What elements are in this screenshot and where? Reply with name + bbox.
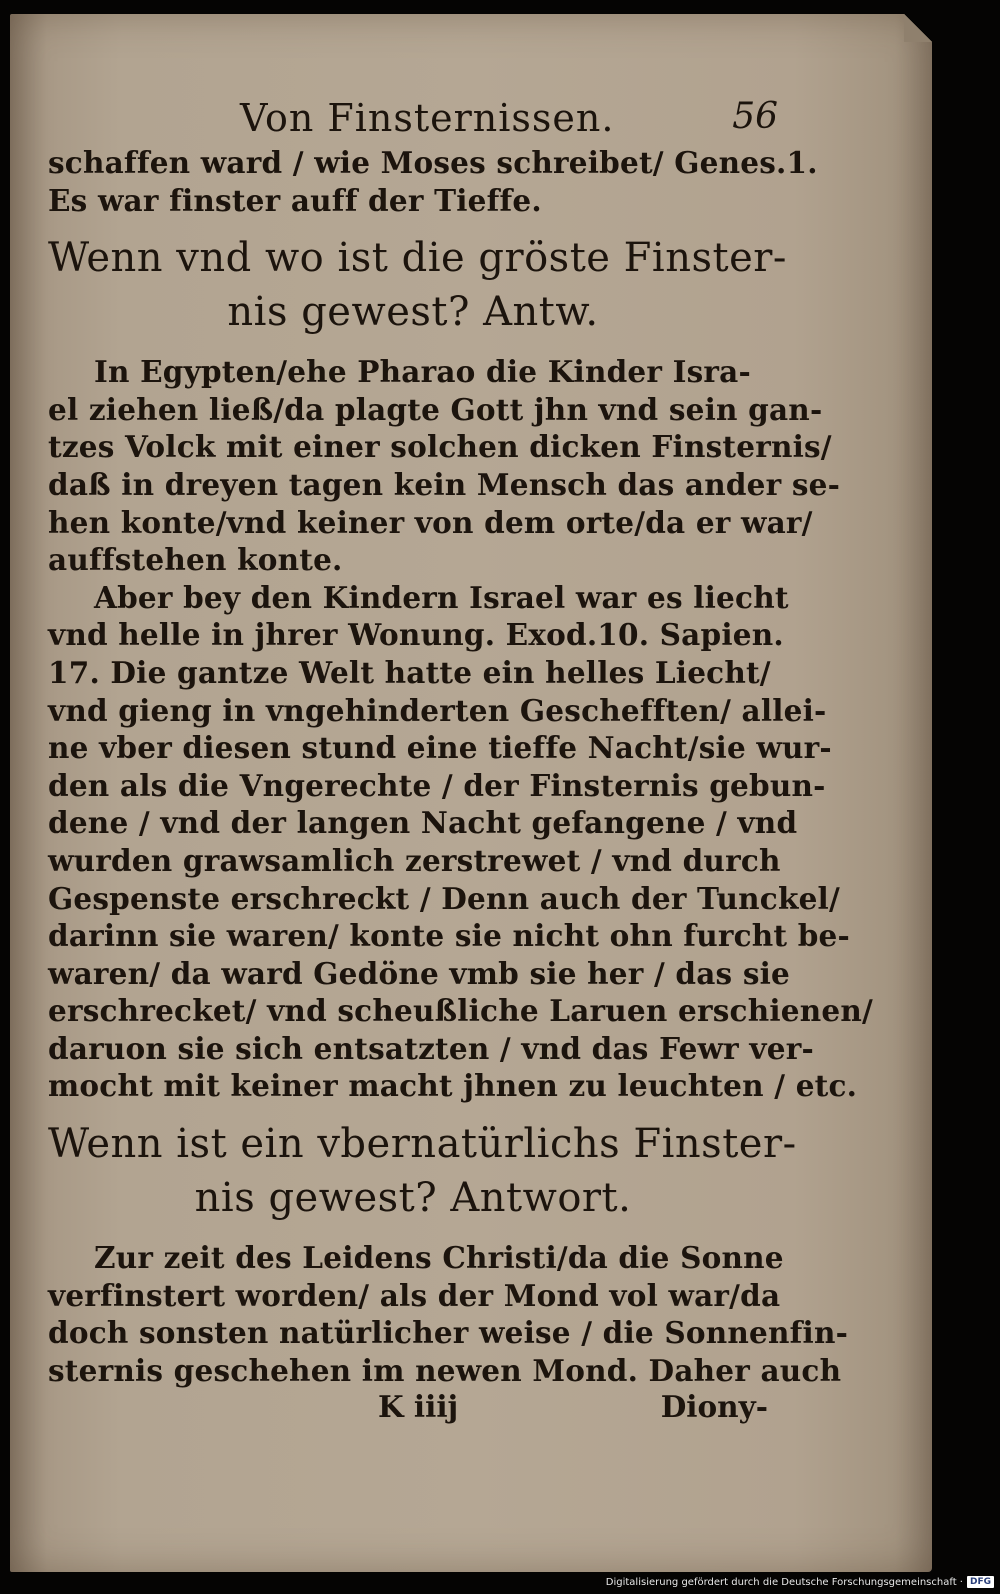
running-head-title: Von Finsternissen. [240, 96, 615, 140]
text-line: darinn sie waren/ konte sie nicht ohn furcht be- [48, 918, 850, 954]
text-line: waren/ da ward Gedöne vmb sie her / das sie [48, 955, 791, 991]
running-head [48, 96, 778, 144]
text-line: wurden grawsamlich zerstrewet / vnd durch [48, 842, 781, 878]
text-block [48, 96, 873, 1429]
text-line: auffstehen konte. [48, 542, 343, 578]
text-line: 17. Die gantze Welt hatte ein helles Liecht/ [48, 654, 771, 690]
text-line: vnd helle in jhrer Wonung. Exod.10. Sapien. [48, 617, 784, 653]
text-line: daruon sie sich entsatzten / vnd das Fewr ver- [48, 1030, 814, 1066]
credit-text: Digitalisierung gefördert durch die Deutsche Forschungsgemeinschaft · [605, 1576, 963, 1588]
text-line: el ziehen ließ/da plagte Gott jhn vnd sein gan- [48, 391, 823, 427]
text-line: sternis geschehen im newen Mond. Daher auch [48, 1352, 842, 1388]
signature-mark: K iiij [378, 1389, 459, 1425]
book-page [10, 14, 932, 1572]
dfg-logo-icon: DFG [967, 1576, 994, 1588]
text-line: tzes Volck mit einer solchen dicken Finsternis/ [48, 429, 832, 465]
text-line: verfinstert worden/ als der Mond vol war/da [48, 1277, 781, 1313]
text-line: daß in dreyen tagen kein Mensch das ander se- [48, 466, 841, 502]
text-line: Zur zeit des Leidens Christi/da die Sonne [94, 1240, 784, 1276]
text-line: ne vber diesen stund eine tieffe Nacht/sie wur- [48, 730, 832, 766]
section-heading: nis gewest? Antw. [227, 289, 599, 336]
section-heading: Wenn vnd wo ist die gröste Finster- [48, 235, 787, 282]
section-heading: Wenn ist ein vbernatürlichs Finster- [48, 1121, 797, 1168]
text-line: Aber bey den Kindern Israel war es liecht [94, 579, 789, 615]
catchword-line [48, 1389, 778, 1429]
catchword: Diony- [660, 1389, 768, 1425]
text-line: den als die Vngerechte / der Finsternis gebun- [48, 767, 826, 803]
digitization-credit [606, 1574, 994, 1590]
text-line: vnd gieng in vngehinderten Geschefften/ allei- [48, 692, 827, 728]
section-heading: nis gewest? Antwort. [194, 1175, 632, 1222]
text-line: In Egypten/ehe Pharao die Kinder Isra- [94, 354, 751, 390]
page-number: 56 [732, 96, 778, 137]
text-line: Es war finster auff der Tieffe. [48, 182, 542, 218]
text-line: dene / vnd der langen Nacht gefangene / vnd [48, 805, 798, 841]
text-line: mocht mit keiner macht jhnen zu leuchten / etc. [48, 1068, 858, 1104]
text-line: erschrecket/ vnd scheußliche Laruen erschienen/ [48, 993, 873, 1029]
text-line: schaffen ward / wie Moses schreibet/ Genes.1. [48, 145, 818, 180]
text-line: hen konte/vnd keiner von dem orte/da er war/ [48, 504, 813, 540]
text-line: doch sonsten natürlicher weise / die Sonnenfin- [48, 1315, 849, 1351]
text-line: Gespenste erschreckt / Denn auch der Tunckel/ [48, 880, 840, 916]
